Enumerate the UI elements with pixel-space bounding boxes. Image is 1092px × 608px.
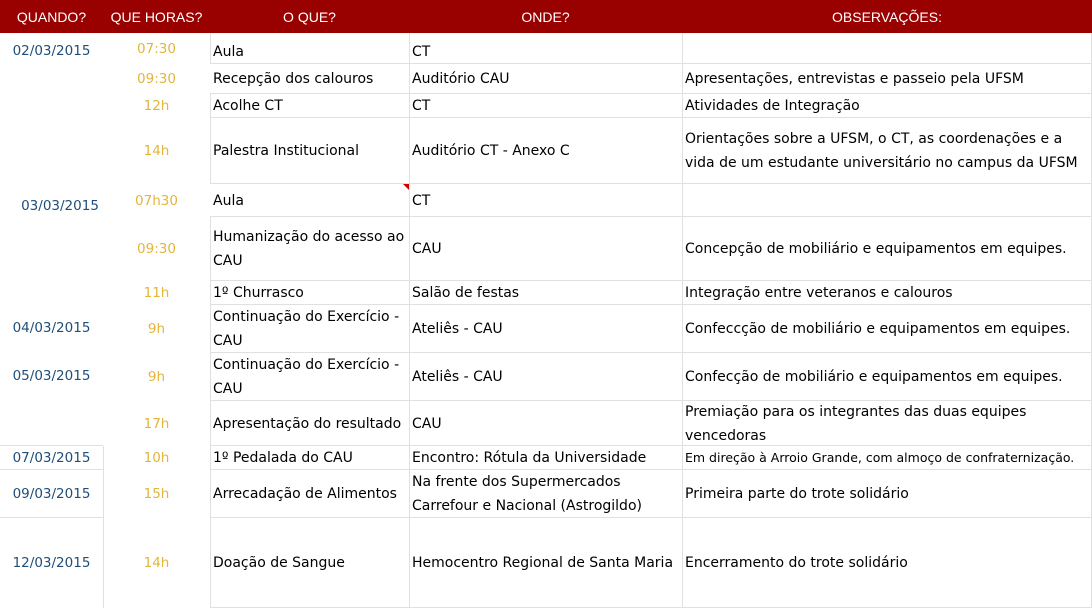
time-cell-text: 9h [147,369,166,385]
notes-cell[interactable] [682,518,1092,608]
location-cell[interactable] [409,281,682,305]
notes-cell[interactable] [682,446,1092,470]
activity-cell-text: 1º Pedalada do CAU [213,450,353,466]
activity-cell-text: Doação de Sangue [213,555,345,571]
notes-cell-text: Apresentações, entrevistas e passeio pela UFSM [685,71,1024,87]
time-cell-text: 11h [143,285,170,301]
column-divider [210,94,211,184]
activity-cell-text: Acolhe CT [213,98,283,114]
location-cell-text: Auditório CT - Anexo C [412,143,570,159]
location-cell[interactable] [409,518,682,608]
activity-cell-text: Recepção dos calouros [213,71,374,87]
location-cell-text: Salão de festas [412,285,520,301]
location-cell-text: CAU [412,241,442,257]
date-cell[interactable]: 07/03/2015 [12,450,91,466]
location-cell-text: Ateliês - CAU [412,369,503,385]
date-divider [0,517,103,518]
activity-cell[interactable] [210,401,409,446]
activity-cell[interactable] [210,64,409,94]
header-when[interactable]: QUANDO? [0,0,103,33]
notes-cell[interactable] [682,401,1092,446]
time-cell[interactable] [103,281,210,305]
activity-cell-text: Arrecadação de Alimentos [213,486,397,502]
time-cell-text: 9h [147,321,166,337]
date-cell[interactable]: 03/03/2015 [21,198,99,214]
location-cell-text: CAU [412,415,442,432]
notes-cell-text: Orientações sobre a UFSM, o CT, as coordenações e a vida de um estudante universitário no campus da UFSM [685,131,1078,171]
time-cell-text: 14h [143,143,170,159]
time-cell[interactable] [103,184,210,217]
time-cell-text: 15h [143,486,170,502]
activity-cell-text: Humanização do acesso ao CAU [213,229,405,269]
column-divider [409,33,410,608]
time-cell-text: 07:30 [137,40,176,57]
notes-cell[interactable] [682,64,1092,94]
comment-marker-icon[interactable] [403,184,409,190]
notes-cell[interactable] [682,33,1092,64]
activity-cell-text: Apresentação do resultado [213,415,402,432]
time-cell[interactable] [103,401,210,446]
column-divider [210,33,211,64]
location-cell[interactable] [409,353,682,401]
activity-cell[interactable] [210,94,409,118]
location-cell[interactable] [409,217,682,281]
activity-cell[interactable] [210,446,409,470]
notes-cell[interactable] [682,281,1092,305]
location-cell-text: Na frente dos Supermercados Carrefour e Nacional (Astrogildo) [412,474,642,514]
activity-cell[interactable] [210,33,409,64]
header-where[interactable]: ONDE? [409,0,682,33]
column-divider [103,446,104,608]
notes-cell[interactable] [682,184,1092,217]
time-cell[interactable] [103,94,210,118]
time-cell-text: 09:30 [137,71,176,87]
notes-cell-text: Concepção de mobiliário e equipamentos em equipes. [685,241,1067,257]
location-cell-text: CT [412,98,431,114]
location-cell-text: Hemocentro Regional de Santa Maria [412,555,674,571]
activity-cell[interactable] [210,184,409,217]
activity-cell[interactable] [210,353,409,401]
time-cell-text: 07h30 [135,192,178,209]
activity-cell[interactable] [210,118,409,184]
time-cell[interactable] [103,305,210,353]
activity-cell-text: 1º Churrasco [213,285,304,301]
notes-cell-text: Confecção de mobiliário e equipamentos em equipes. [685,369,1063,385]
notes-cell-text: Atividades de Integração [685,98,860,114]
time-cell-text: 12h [143,98,170,114]
activity-cell-text: Palestra Institucional [213,143,359,159]
date-cell[interactable]: 02/03/2015 [12,43,91,59]
notes-cell-text: Confeccção de mobiliário e equipamentos em equipes. [685,321,1071,337]
activity-cell[interactable] [210,217,409,281]
time-cell[interactable] [103,118,210,184]
location-cell[interactable] [409,118,682,184]
notes-cell[interactable] [682,217,1092,281]
date-divider [0,469,103,470]
location-cell[interactable] [409,401,682,446]
notes-cell[interactable] [682,353,1092,401]
notes-cell[interactable] [682,470,1092,518]
time-cell[interactable] [103,217,210,281]
date-cell[interactable]: 05/03/2015 [12,368,91,384]
column-divider [682,33,683,608]
notes-cell-text: Encerramento do trote solidário [685,555,908,571]
location-cell-text: CT [412,44,431,60]
time-cell-text: 09:30 [137,241,176,257]
time-cell[interactable] [103,470,210,518]
activity-cell[interactable] [210,518,409,608]
activity-cell[interactable] [210,470,409,518]
location-cell-text: CT [412,192,431,209]
date-cell[interactable]: 12/03/2015 [12,555,91,571]
location-cell[interactable] [409,470,682,518]
time-cell-text: 17h [143,415,170,432]
time-cell[interactable] [103,33,210,64]
location-cell[interactable] [409,33,682,64]
notes-cell[interactable] [682,118,1092,184]
location-cell[interactable] [409,94,682,118]
location-cell[interactable] [409,446,682,470]
notes-cell-text: Integração entre veteranos e calouros [685,285,953,301]
header-time[interactable]: QUE HORAS? [103,0,210,33]
header-notes[interactable]: OBSERVAÇÕES: [682,0,1092,33]
notes-cell-text: Premiação para os integrantes das duas equipes vencedoras [685,403,1027,444]
time-cell-text: 14h [143,555,170,571]
time-cell[interactable] [103,64,210,94]
activity-cell-text: Aula [213,192,244,209]
activity-cell[interactable] [210,305,409,353]
column-divider [210,217,211,608]
time-cell-text: 10h [143,450,170,466]
notes-cell[interactable] [682,94,1092,118]
location-cell-text: Encontro: Rótula da Universidade [412,450,647,466]
location-cell[interactable] [409,64,682,94]
time-cell[interactable] [103,518,210,608]
notes-cell[interactable] [682,305,1092,353]
notes-cell-text: Em direção à Arroio Grande, com almoço de confraternização. [685,450,1075,465]
location-cell-text: Auditório CAU [412,71,510,87]
time-cell[interactable] [103,446,210,470]
time-cell[interactable] [103,353,210,401]
date-divider [0,445,103,446]
notes-cell-text: Primeira parte do trote solidário [685,486,909,502]
location-cell[interactable] [409,184,682,217]
location-cell-text: Ateliês - CAU [412,321,503,337]
activity-cell-text: Continuação do Exercício - CAU [213,357,400,397]
activity-cell-text: Aula [213,44,244,60]
activity-cell-text: Continuação do Exercício - CAU [213,309,400,349]
location-cell[interactable] [409,305,682,353]
header-what[interactable]: O QUE? [210,0,409,33]
activity-cell[interactable] [210,281,409,305]
date-cell[interactable]: 09/03/2015 [12,486,91,502]
date-cell[interactable]: 04/03/2015 [12,320,91,336]
